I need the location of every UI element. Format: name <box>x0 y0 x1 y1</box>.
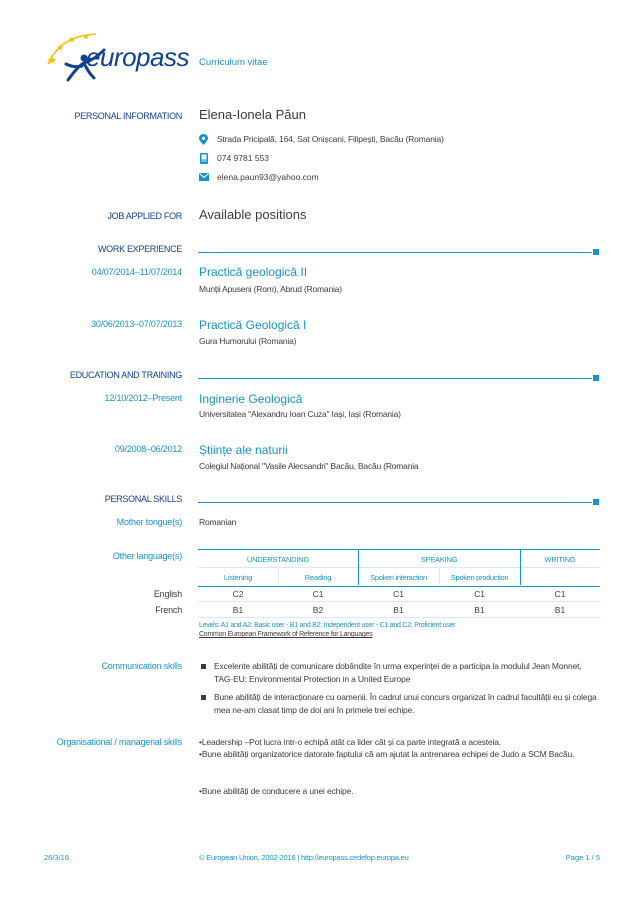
education-divider <box>198 378 592 379</box>
job-applied-for-label: JOB APPLIED FOR <box>107 211 182 221</box>
work-place-1: Munții Apuseni (Rom), Abrud (Romania) <box>199 284 342 294</box>
edu-dates-2: 09/2008–06/2012 <box>114 444 182 454</box>
location-icon <box>199 134 208 145</box>
mother-tongue-label: Mother tongue(s) <box>116 517 182 527</box>
job-applied-value: Available positions <box>199 207 307 222</box>
work-title-1: Practică geologică II <box>199 265 308 279</box>
communication-item-2 <box>199 691 599 716</box>
level-cell: B1 <box>554 605 566 615</box>
levels-note: Levels: A1 and A2: Basic user - B1 and B2: Independent user - C1 and C2: Proficient user <box>199 622 456 629</box>
work-dates-1: 04/07/2014–11/07/2014 <box>91 267 182 277</box>
language-name-french: French <box>155 605 182 615</box>
listening-subheader: Listening <box>223 573 253 582</box>
level-cell: C1 <box>312 589 324 599</box>
writing-header: WRITING <box>544 555 576 564</box>
understanding-header: UNDERSTANDING <box>246 555 310 564</box>
lang-header-mid-line <box>198 567 600 568</box>
edu-dates-1: 12/10/2012–Present <box>104 393 182 403</box>
organisational-text-3: •Bune abilități de conducere a unei echipe. <box>199 786 354 796</box>
bullet-square-icon <box>201 664 206 669</box>
speaking-header: SPEAKING <box>420 555 458 564</box>
education-label: EDUCATION AND TRAINING <box>69 370 182 380</box>
language-table <box>198 549 600 616</box>
footer-page: Page 1 / 5 <box>565 853 600 862</box>
level-cell: C1 <box>474 589 485 599</box>
email-icon <box>199 173 209 181</box>
organisational-text-1: •Leadership –Pot lucra intr-o echipă atât ca lider cât și ca parte integrată a acesteia. <box>199 737 502 747</box>
communication-text-1: Excelente abilități de comunicare dobândite în urma experinței de a participa la modulul Jean Monnet, TAG-EU: Environmental Protection in a United Europe <box>214 661 582 684</box>
spoken-production-subheader: Spoken production <box>450 573 509 582</box>
spoken-interaction-subheader: Spoken interaction <box>370 573 427 582</box>
communication-text-2: Bune abilități de interacționare cu oamenii. În cadrul unui concurs organizat în cadrul facultății eu și colega mea ne-am clasat timp de doi ani în primele trei echipe. <box>214 692 597 715</box>
footer-copyright[interactable]: © European Union, 2002-2016 | http://europass.cedefop.europa.eu <box>199 853 409 862</box>
phone-text: 074 9781 553 <box>217 153 269 163</box>
personal-skills-label: PERSONAL SKILLS <box>104 494 182 504</box>
communication-item-1 <box>199 660 599 685</box>
work-experience-label: WORK EXPERIENCE <box>97 244 182 254</box>
email-text[interactable]: elena.paun93@yahoo.com <box>217 172 319 182</box>
level-cell: B1 <box>393 605 404 615</box>
edu-title-1: Inginerie Geologică <box>199 392 303 406</box>
communication-skills-label: Communication skills <box>101 661 182 671</box>
bullet-square-icon <box>201 695 206 700</box>
europass-logo <box>38 26 188 86</box>
level-cell: C1 <box>393 589 404 599</box>
edu-place-1: Universitatea "Alexandru Ioan Cuza" Iași, Iași (Romania) <box>199 409 401 419</box>
cv-label: Curriculum vitae <box>199 57 268 68</box>
mother-tongue-value: Romanian <box>199 517 237 527</box>
personal-skills-marker <box>593 499 599 505</box>
work-dates-2: 30/06/2013–07/07/2013 <box>91 319 182 329</box>
work-experience-marker <box>593 249 599 255</box>
edu-place-2: Colegiul Național "Vasile Alecsandri" Bacău, Bacău (Romania <box>199 461 419 471</box>
level-cell: B2 <box>312 605 324 615</box>
personal-information-label: PERSONAL INFORMATION <box>74 111 182 121</box>
other-languages-label: Other language(s) <box>112 551 182 561</box>
work-place-2: Gura Humorului (Romania) <box>199 336 297 346</box>
organisational-skills-label: Organisational / managerial skills <box>56 737 182 747</box>
footer-date: 26/3/16 <box>44 853 70 862</box>
address-text: Strada Pricipală, 164, Sat Onișcani, Filipești, Bacău (Romania) <box>217 134 444 144</box>
work-title-2: Practică Geologică I <box>199 318 307 332</box>
europass-logo-text: europass <box>86 42 189 72</box>
phone-icon <box>200 153 208 164</box>
level-cell: C2 <box>232 589 244 599</box>
level-cell: B1 <box>474 605 485 615</box>
level-cell: B1 <box>232 605 244 615</box>
edu-title-2: Științe ale naturii <box>199 443 288 457</box>
full-name: Elena-Ionela Păun <box>199 107 306 122</box>
cefr-link[interactable]: Common European Framework of Reference for Languages <box>199 631 373 638</box>
level-cell: C1 <box>554 589 566 599</box>
education-marker <box>593 375 599 381</box>
lang-row-french <box>198 602 600 618</box>
lang-row-english <box>198 586 600 602</box>
work-experience-divider <box>198 252 592 253</box>
language-name-english: English <box>153 589 182 599</box>
reading-subheader: Reading <box>304 573 332 582</box>
organisational-text-2: •Bune abilități organizatorice datorate faptului că am ajutat la antrenarea echipei de Judo a SCM Bacău. <box>199 749 575 759</box>
personal-skills-divider <box>198 502 592 503</box>
